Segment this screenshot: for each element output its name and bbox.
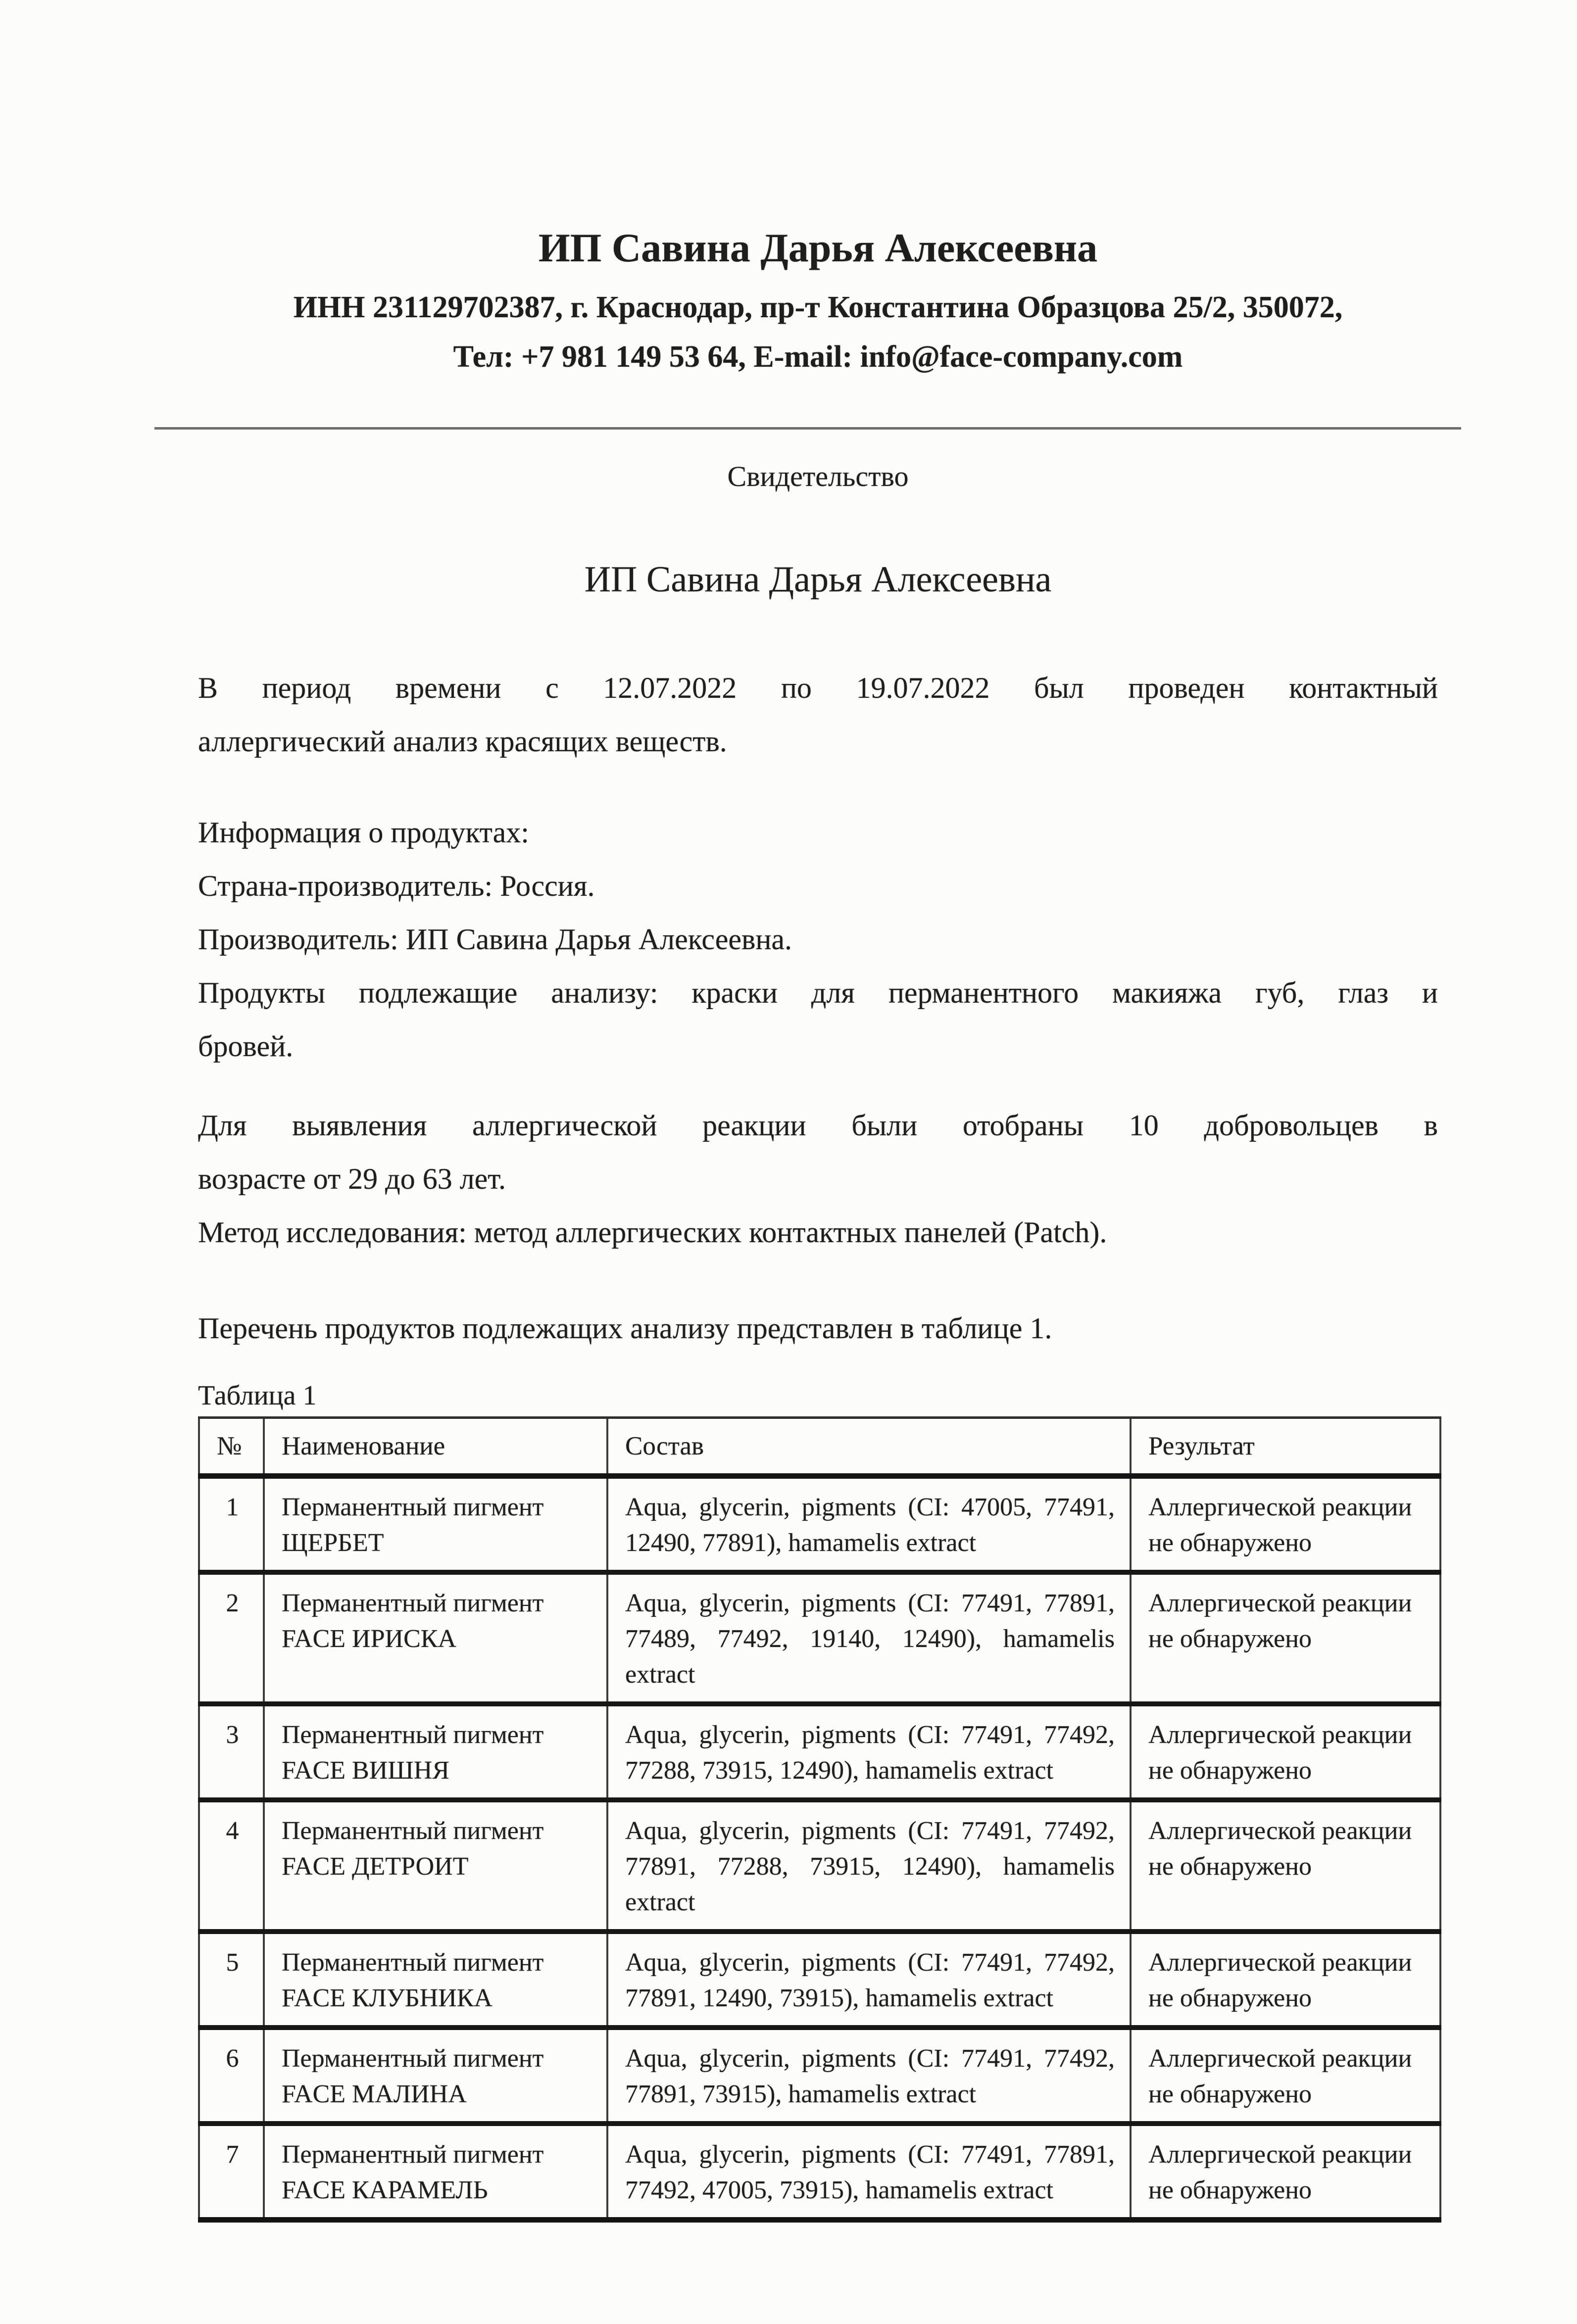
cell-row-number: 4 xyxy=(199,1800,264,1932)
cell-composition: Aqua, glycerin, pigments (CI: 77491, 77891, 77489, 77492, 19140, 12490), hamamelis extract xyxy=(607,1572,1131,1704)
cell-product-name: Перманентный пигмент FACE КЛУБНИКА xyxy=(264,1932,607,2028)
cell-product-name: Перманентный пигмент ЩЕРБЕТ xyxy=(264,1476,607,1573)
cell-composition: Aqua, glycerin, pigments (CI: 77491, 77492, 77891, 12490, 73915), hamamelis extract xyxy=(607,1932,1131,2028)
paragraph-line: Для выявления аллергической реакции были отобраны 10 добровольцев в xyxy=(198,1109,1438,1142)
column-header-name: Наименование xyxy=(264,1418,607,1476)
cell-row-number: 1 xyxy=(226,1493,239,1521)
letterhead-contact-line: Тел: +7 981 149 53 64, E-mail: info@face-company.com xyxy=(453,340,1183,374)
cell-row-number: 6 xyxy=(199,2028,264,2124)
table-row xyxy=(199,1932,1440,2028)
cell-composition: Aqua, glycerin, pigments (CI: 77491, 77492, 77288, 73915, 12490), hamamelis extract xyxy=(607,1704,1131,1800)
table-caption: Таблица 1 xyxy=(198,1380,317,1411)
letterhead-company-name: ИП Савина Дарья Алексеевна xyxy=(538,225,1098,270)
column-header-result: Результат xyxy=(1131,1418,1440,1476)
document-title: ИП Савина Дарья Алексеевна xyxy=(584,559,1052,600)
letterhead xyxy=(198,225,1438,382)
paragraph-method: Метод исследования: метод аллергических контактных панелей (Patch). xyxy=(198,1216,1107,1249)
document-type-label: Свидетельство xyxy=(727,460,909,492)
table-row xyxy=(199,1800,1440,1932)
cell-row-number: 3 xyxy=(199,1704,264,1800)
letterhead-address-line: ИНН 231129702387, г. Краснодар, пр-т Константина Образцова 25/2, 350072, xyxy=(293,290,1343,324)
paragraph-products-analyzed xyxy=(198,966,1438,1073)
paragraph-analysis-period xyxy=(198,661,1438,768)
cell-result: Аллергической реакции не обнаружено xyxy=(1131,1572,1440,1704)
column-header-composition: Состав xyxy=(607,1418,1131,1476)
cell-product-name: Перманентный пигмент FACE ИРИСКА xyxy=(264,1572,607,1704)
cell-result: Аллергической реакции не обнаружено xyxy=(1131,1932,1440,2028)
cell-result: Аллергической реакции не обнаружено xyxy=(1131,2124,1440,2220)
paragraph-table-reference: Перечень продуктов подлежащих анализу представлен в таблице 1. xyxy=(198,1312,1052,1345)
cell-product-name: Перманентный пигмент FACE ВИШНЯ xyxy=(264,1704,607,1800)
cell-row-number: 2 xyxy=(199,1572,264,1704)
cell-row-number: 7 xyxy=(199,2124,264,2220)
paragraph-manufacturer: Производитель: ИП Савина Дарья Алексеевна. xyxy=(198,923,792,956)
table-row xyxy=(199,1704,1440,1800)
table-row xyxy=(199,1572,1440,1704)
paragraph-country: Страна-производитель: Россия. xyxy=(198,870,595,902)
cell-result: Аллергической реакции не обнаружено xyxy=(1131,1476,1440,1573)
cell-composition: Aqua, glycerin, pigments (CI: 77491, 77891, 77492, 47005, 73915), hamamelis extract xyxy=(607,2124,1131,2220)
cell-product-name: Перманентный пигмент FACE ДЕТРОИТ xyxy=(264,1800,607,1932)
table-header-row xyxy=(199,1418,1440,1476)
table-row xyxy=(199,1476,1440,1573)
cell-composition: Aqua, glycerin, pigments (CI: 77491, 77492, 77891, 77288, 73915, 12490), hamamelis extract xyxy=(607,1800,1131,1932)
paragraph-line: Продукты подлежащие анализу: краски для перманентного макияжа губ, глаз и xyxy=(198,976,1438,1009)
products-analysis-table xyxy=(198,1416,1441,2223)
letterhead-divider xyxy=(154,427,1461,430)
paragraph-product-info-heading: Информация о продуктах: xyxy=(198,816,529,849)
cell-result: Аллергической реакции не обнаружено xyxy=(1131,1704,1440,1800)
cell-composition: Aqua, glycerin, pigments (CI: 47005, 77491, 12490, 77891), hamamelis extract xyxy=(607,1476,1131,1573)
cell-result: Аллергической реакции не обнаружено xyxy=(1131,1800,1440,1932)
table-row xyxy=(199,2124,1440,2220)
cell-product-name: Перманентный пигмент FACE МАЛИНА xyxy=(264,2028,607,2124)
cell-result: Аллергической реакции не обнаружено xyxy=(1131,2028,1440,2124)
paragraph-volunteers xyxy=(198,1099,1438,1206)
document-content xyxy=(198,225,1438,2223)
paragraph-line: бровей. xyxy=(198,1030,294,1063)
table-row xyxy=(199,2028,1440,2124)
cell-composition: Aqua, glycerin, pigments (CI: 77491, 77492, 77891, 73915), hamamelis extract xyxy=(607,2028,1131,2124)
cell-product-name: Перманентный пигмент FACE КАРАМЕЛЬ xyxy=(264,2124,607,2220)
column-header-number: № xyxy=(199,1418,264,1476)
paragraph-line: В период времени с 12.07.2022 по 19.07.2022 был проведен контактный xyxy=(198,672,1438,704)
cell-row-number: 5 xyxy=(199,1932,264,2028)
table-body xyxy=(199,1476,1440,2220)
paragraph-line: возрасте от 29 до 63 лет. xyxy=(198,1162,506,1195)
paragraph-line: аллергический анализ красящих веществ. xyxy=(198,725,727,758)
